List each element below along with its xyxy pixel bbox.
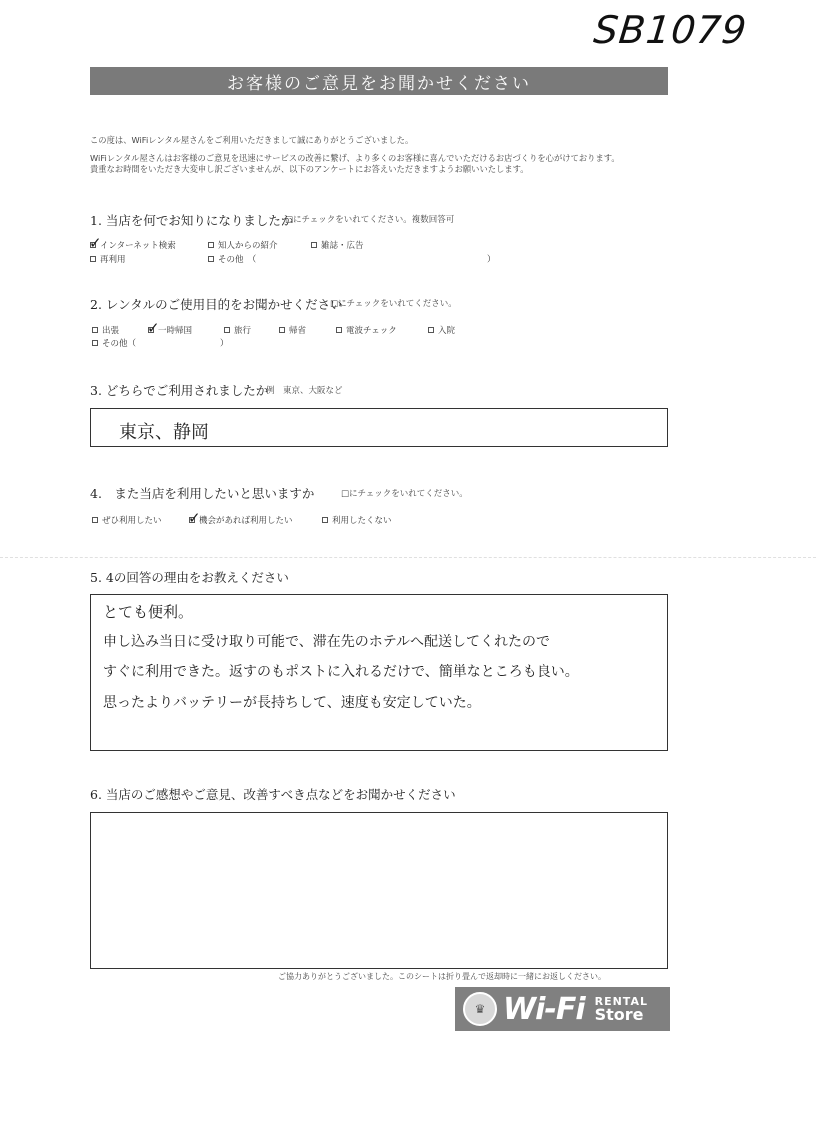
checkbox[interactable] <box>336 327 342 333</box>
q4-option-definitely[interactable]: ぜひ利用したい <box>92 514 162 526</box>
q5-answer-line-1: とても便利。 <box>103 603 194 621</box>
checkbox[interactable] <box>311 242 317 248</box>
q4-option-if-chance[interactable]: ✓ 機会があれば利用したい <box>188 509 293 527</box>
q1-option-internet[interactable]: ✓ インターネット検索 <box>89 234 176 252</box>
q3-title: 3. どちらでご利用されましたか <box>90 383 269 398</box>
checkbox[interactable] <box>92 340 98 346</box>
q6-title: 6. 当店のご感想やご意見、改善すべき点などをお聞かせください <box>90 787 456 802</box>
q2-option-temporary-return[interactable]: ✓ 一時帰国 <box>147 319 193 337</box>
q2-option-hospital[interactable]: 入院 <box>428 324 455 336</box>
q1-title: 1. 当店を何でお知りになりましたか <box>90 213 294 228</box>
q5-answer-box[interactable] <box>90 594 668 751</box>
footer-note: ご協力ありがとうございました。このシートは折り畳んで返却時に一緒にお返しください。 <box>278 972 606 981</box>
logo-rental-text: RENTAL <box>594 994 648 1008</box>
q6-answer-box[interactable] <box>90 812 668 969</box>
logo-wifi-text: Wi-Fi <box>503 991 585 1027</box>
checkbox[interactable] <box>89 234 102 252</box>
checkbox[interactable] <box>188 509 201 527</box>
intro-line-1: この度は、WiFiレンタル屋さんをご利用いただきまして誠にありがとうございました。 <box>90 135 414 145</box>
checkbox[interactable] <box>279 327 285 333</box>
q3-answer-box[interactable] <box>90 408 668 447</box>
checkbox[interactable] <box>322 517 328 523</box>
intro-line-3: 貴重なお時間をいただき大変申し訳ございませんが、以下のアンケートにお答えいただきますようお願いいたします。 <box>90 164 529 174</box>
q2-option-homecoming[interactable]: 帰省 <box>279 324 306 336</box>
wifi-rental-store-logo <box>455 987 670 1031</box>
q4-note: □にチェックをいれてください。 <box>341 489 468 499</box>
checkbox[interactable] <box>208 242 214 248</box>
q2-title: 2. レンタルのご使用目的をお聞かせください <box>90 297 343 312</box>
q3-answer-handwritten: 東京、静岡 <box>119 422 209 443</box>
q5-answer-line-4: 思ったよりバッテリーが長持ちして、速度も安定していた。 <box>103 695 481 711</box>
q1-other-close-paren: ） <box>487 255 496 265</box>
q2-option-travel[interactable]: 旅行 <box>224 324 251 336</box>
checkbox[interactable] <box>90 256 96 262</box>
q2-option-signal-check[interactable]: 電波チェック <box>336 324 397 336</box>
q2-option-other[interactable]: その他（ <box>92 337 136 349</box>
q1-option-other[interactable]: その他 （ <box>208 253 256 265</box>
checkbox[interactable] <box>428 327 434 333</box>
fold-line <box>0 557 816 558</box>
checkbox[interactable] <box>147 319 160 337</box>
serial-number: SB1079 <box>591 8 750 52</box>
intro-line-2: WiFiレンタル屋さんはお客様のご意見を迅速にサービスの改善に繋げ、より多くのお客様に喜んでいただけるお店づくりを心がけております。 <box>90 153 620 163</box>
q2-other-close-paren: ） <box>220 339 229 349</box>
q2-option-business[interactable]: 出張 <box>92 324 119 336</box>
q5-answer-line-2: 申し込み当日に受け取り可能で、滞在先のホテルへ配送してくれたので <box>103 634 551 650</box>
q3-note: 例 東京、大阪など <box>266 386 343 396</box>
q1-option-reuse[interactable]: 再利用 <box>90 253 126 265</box>
check-mark-icon: ✓ <box>147 319 160 337</box>
q5-title: 5. 4の回答の理由をお教えください <box>90 570 289 585</box>
checkbox[interactable] <box>208 256 214 262</box>
q1-note: □にチェックをいれてください。複数回答可 <box>285 215 455 225</box>
q2-note: □にチェックをいれてください。 <box>330 299 457 309</box>
logo-store-text: Store <box>594 1004 644 1024</box>
checkbox[interactable] <box>224 327 230 333</box>
q1-option-referral[interactable]: 知人からの紹介 <box>208 239 278 251</box>
q1-option-magazine[interactable]: 雑誌・広告 <box>311 239 364 251</box>
mascot-icon: ♛ <box>463 992 497 1026</box>
check-mark-icon: ✓ <box>89 234 102 252</box>
q4-title: 4. また当店を利用したいと思いますか <box>90 486 315 501</box>
page-title: お客様のご意見をお聞かせください <box>90 67 668 95</box>
q4-option-no[interactable]: 利用したくない <box>322 514 392 526</box>
checkbox[interactable] <box>92 327 98 333</box>
q5-answer-line-3: すぐに利用できた。返すのもポストに入れるだけで、簡単なところも良い。 <box>103 664 579 680</box>
checkbox[interactable] <box>92 517 98 523</box>
check-mark-icon: ✓ <box>188 509 201 527</box>
